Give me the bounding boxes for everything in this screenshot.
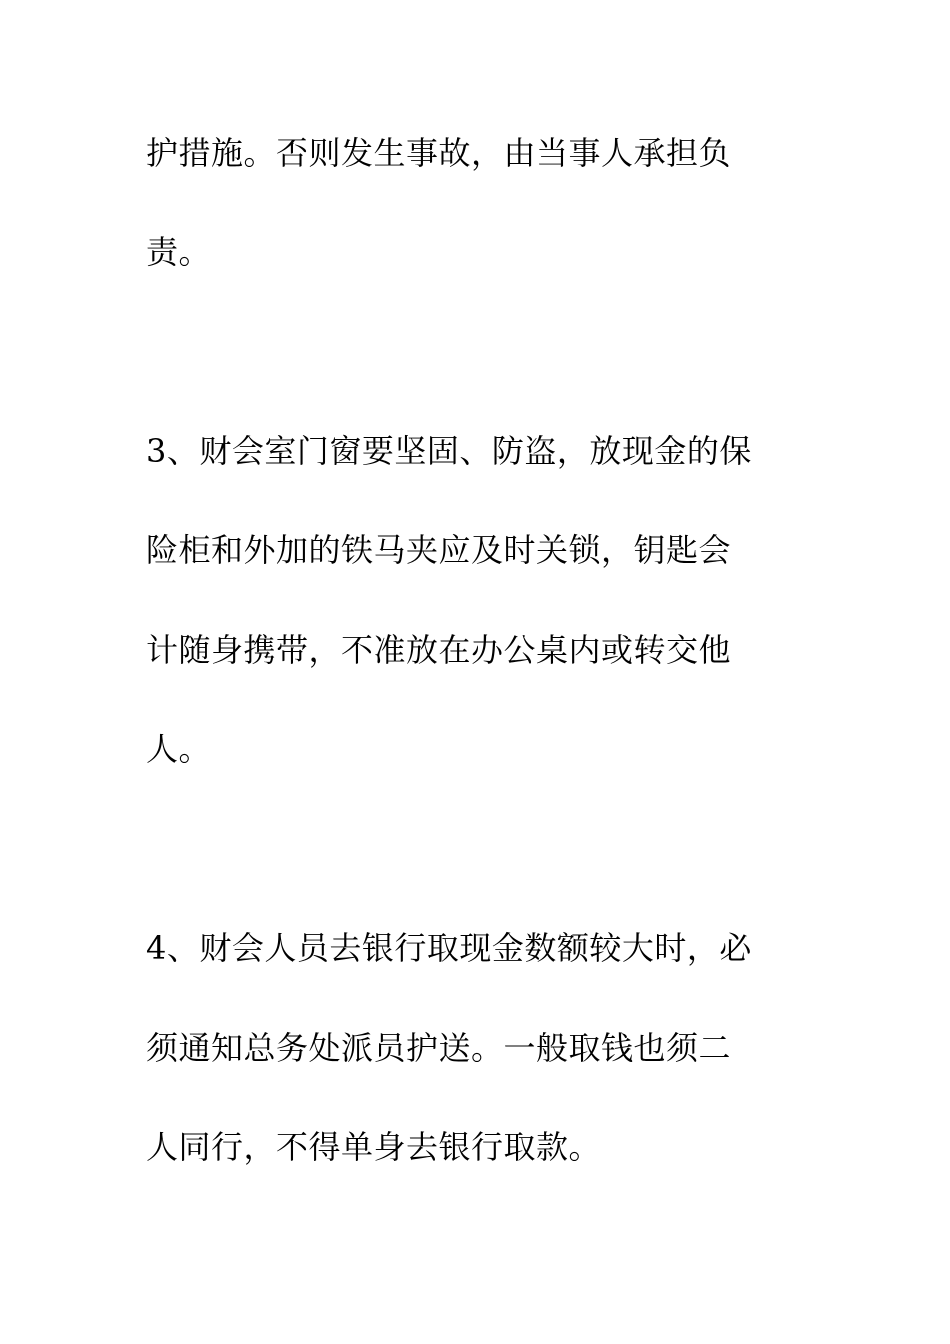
text-line: 须通知总务处派员护送。一般取钱也须二 — [146, 1029, 732, 1067]
text-line: 计随身携带，不准放在办公桌内或转交他 — [146, 631, 732, 669]
text-line: 责。 — [146, 233, 212, 271]
text-line: 3、财会室门窗要坚固、防盗，放现金的保 — [146, 432, 752, 470]
text-line: 人同行，不得单身去银行取款。 — [146, 1128, 602, 1166]
text-line: 人。 — [146, 730, 212, 768]
text-line: 险柜和外加的铁马夹应及时关锁，钥匙会 — [146, 531, 732, 569]
text-line: 护措施。否则发生事故，由当事人承担负 — [146, 134, 732, 172]
text-line: 4、财会人员去银行取现金数额较大时，必 — [146, 929, 752, 967]
